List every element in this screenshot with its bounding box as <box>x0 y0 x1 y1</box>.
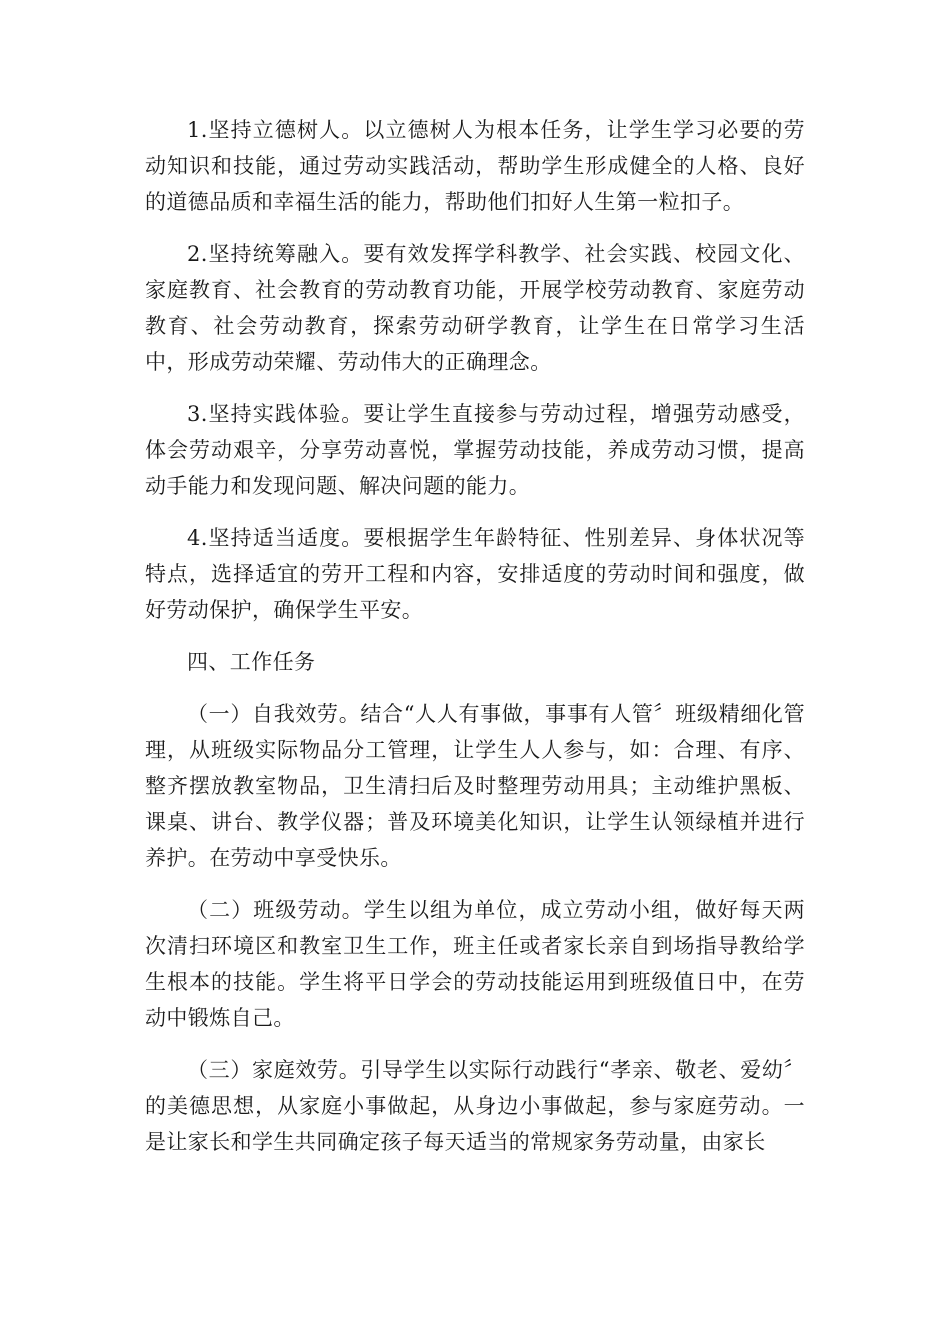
document-body <box>145 112 805 1176</box>
paragraph-principle-3: 3.坚持实践体验。要让学生直接参与劳动过程，增强劳动感受，体会劳动艰辛，分享劳动喜悦，掌握劳动技能，养成劳动习惯，提高动手能力和发现问题、解决问题的能力。 <box>145 402 805 498</box>
paragraph-task-2: （二）班级劳动。学生以组为单位，成立劳动小组，做好每天两次清扫环境区和教室卫生工作，班主任或者家长亲自到场指导教给学生根本的技能。学生将平日学会的劳动技能运用到班级值日中，在劳动中锻炼自己。 <box>145 898 805 1030</box>
paragraph-principle-1: 1.坚持立德树人。以立德树人为根本任务，让学生学习必要的劳动知识和技能，通过劳动实践活动，帮助学生形成健全的人格、良好的道德品质和幸福生活的能力，帮助他们扣好人生第一粒扣子。 <box>145 118 805 214</box>
paragraph-task-1: （一）自我效劳。结合“人人有事做，事事有人管〞班级精细化管理，从班级实际物品分工管理，让学生人人参与，如：合理、有序、整齐摆放教室物品，卫生清扫后及时整理劳动用具；主动维护黑板、课桌、讲台、教学仪器；普及环境美化知识，让学生认领绿植并进行养护。在劳动中享受快乐。 <box>145 702 805 870</box>
paragraph-principle-2: 2.坚持统筹融入。要有效发挥学科教学、社会实践、校园文化、家庭教育、社会教育的劳动教育功能，开展学校劳动教育、家庭劳动教育、社会劳动教育，探索劳动研学教育，让学生在日常学习生活中，形成劳动荣耀、劳动伟大的正确理念。 <box>145 242 805 374</box>
section-heading-tasks: 四、工作任务 <box>187 650 316 674</box>
paragraph-task-3: （三）家庭效劳。引导学生以实际行动践行“孝亲、敬老、爱幼〞的美德思想，从家庭小事做起，从身边小事做起，参与家庭劳动。一是让家长和学生共同确定孩子每天适当的常规家务劳动量，由家长 <box>145 1058 805 1154</box>
paragraph-principle-4: 4.坚持适当适度。要根据学生年龄特征、性别差异、身体状况等特点，选择适宜的劳开工程和内容，安排适度的劳动时间和强度，做好劳动保护，确保学生平安。 <box>145 526 805 622</box>
